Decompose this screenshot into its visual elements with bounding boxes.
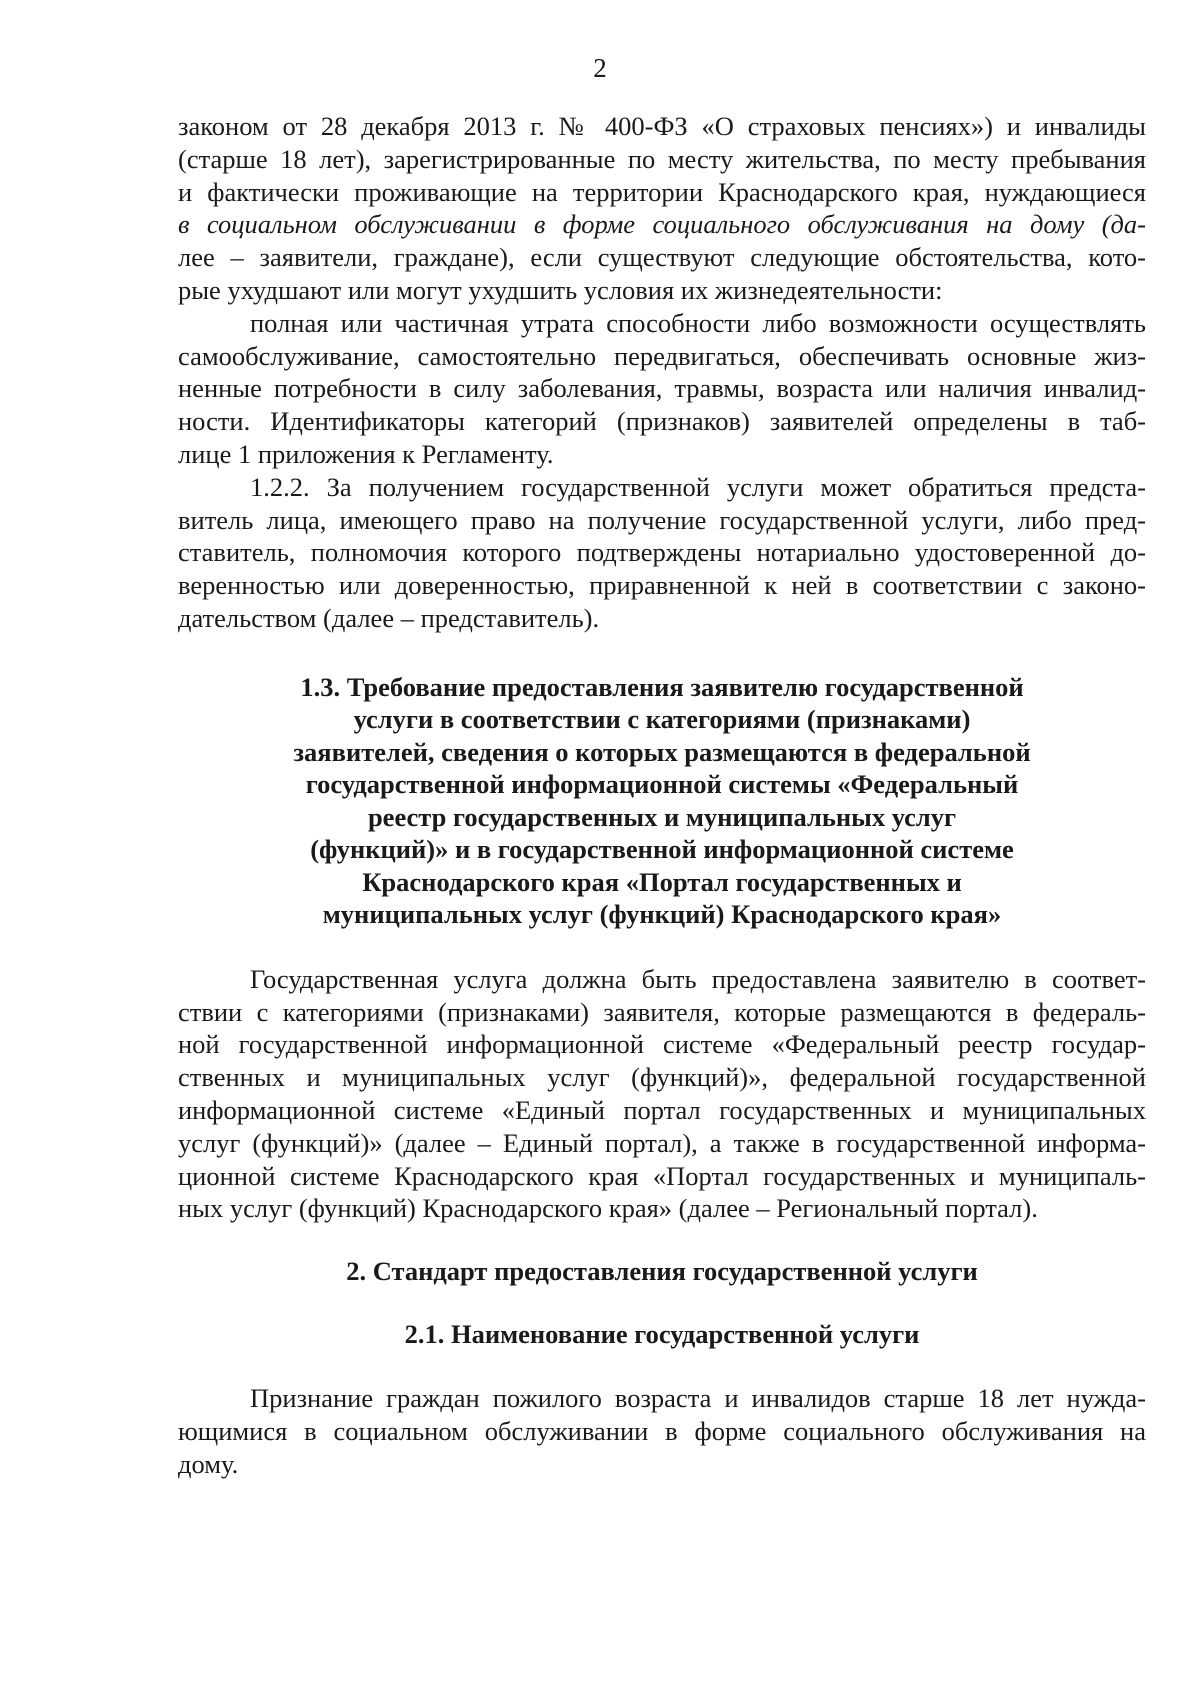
section-1-3-heading (178, 671, 1146, 931)
heading-line: реестр государственных и муниципальных услуг (367, 801, 957, 832)
text-line: веренностью или доверенностью, приравненной к ней в соответствии с законо- (178, 570, 1146, 601)
text-line: ственных и муниципальных услуг (функций)», федеральной государственной (178, 1062, 1146, 1093)
paragraph-applicants (178, 110, 1146, 307)
heading-line: муниципальных услуг (функций) Краснодарского края» (322, 899, 1002, 930)
text-line: услуг (функций)» (далее – Единый портал), а также в государственной информа- (178, 1127, 1146, 1158)
text-line: полная или частичная утрата способности либо возможности осуществлять (250, 307, 1146, 338)
text-line: ствии с категориями (признаками) заявителя, которые размещаются в федераль- (178, 996, 1146, 1027)
page-content (178, 110, 1146, 1481)
section-2-1-heading (178, 1318, 1146, 1351)
section-2-heading (178, 1255, 1146, 1288)
text-line: дому. (178, 1448, 239, 1479)
heading-line: 2.1. Наименование государственной услуги (404, 1318, 920, 1349)
page-number: 2 (593, 53, 607, 83)
heading-line: Краснодарского края «Портал государственных и (362, 866, 962, 897)
heading-line: 1.3. Требование предоставления заявителю государственной (300, 671, 1024, 702)
paragraph-circumstances (178, 307, 1146, 471)
text-line: лее – заявители, граждане), если существуют следующие обстоятельства, кото- (178, 242, 1146, 273)
heading-line: услуги в соответствии с категориями (признаками) (353, 704, 971, 735)
paragraph-representative (178, 471, 1146, 635)
text-line: рые ухудшают или могут ухудшить условия их жизнедеятельности: (178, 274, 943, 305)
text-line: витель лица, имеющего право на получение государственной услуги, либо пред- (178, 504, 1146, 535)
text-line: ставитель, полномочия которого подтверждены нотариально удостоверенной до- (178, 537, 1146, 568)
text-line: в социальном обслуживании в форме социального обслуживания на дому (да- (178, 209, 1146, 240)
heading-line: заявителей, сведения о которых размещаются в федеральной (293, 736, 1031, 767)
text-line: лице 1 приложения к Регламенту. (178, 438, 554, 469)
heading-line: (функций)» и в государственной информационной системе (310, 834, 1014, 865)
text-line: 1.2.2. За получением государственной услуги может обратиться предста- (250, 471, 1146, 502)
text-line: информационной системе «Единый портал государственных и муниципальных (178, 1094, 1146, 1125)
text-line: ности. Идентификаторы категорий (признаков) заявителей определены в таб- (178, 406, 1146, 437)
text-line: дательством (далее – представитель). (178, 602, 600, 633)
text-line: Признание граждан пожилого возраста и инвалидов старше 18 лет нужда- (250, 1383, 1146, 1414)
text-line: (старше 18 лет), зарегистрированные по месту жительства, по месту пребывания (178, 143, 1146, 174)
text-line: законом от 28 декабря 2013 г. № 400-ФЗ «О страховых пенсиях») и инвалиды (178, 111, 1146, 141)
text-line: ной государственной информационной системе «Федеральный реестр государ- (178, 1029, 1146, 1060)
paragraph-categories (178, 963, 1146, 1225)
text-line: и фактически проживающие на территории Краснодарского края, нуждающиеся (178, 176, 1146, 207)
text-line: ненные потребности в силу заболевания, травмы, возраста или наличия инвалид- (178, 373, 1146, 404)
heading-line: 2. Стандарт предоставления государственной услуги (346, 1256, 978, 1287)
text-line: ных услуг (функций) Краснодарского края» (далее – Региональный портал). (178, 1193, 1038, 1224)
text-line: ционной системе Краснодарского края «Портал государственных и муниципаль- (178, 1160, 1146, 1191)
text-line: самообслуживание, самостоятельно передвигаться, обеспечивать основные жиз- (178, 340, 1146, 371)
text-line: Государственная услуга должна быть предоставлена заявителю в соответ- (250, 963, 1146, 994)
paragraph-service-name (178, 1382, 1146, 1480)
heading-line: государственной информационной системы «Федеральный (305, 769, 1019, 800)
text-line: ющимися в социальном обслуживании в форме социального обслуживания на (178, 1415, 1146, 1446)
